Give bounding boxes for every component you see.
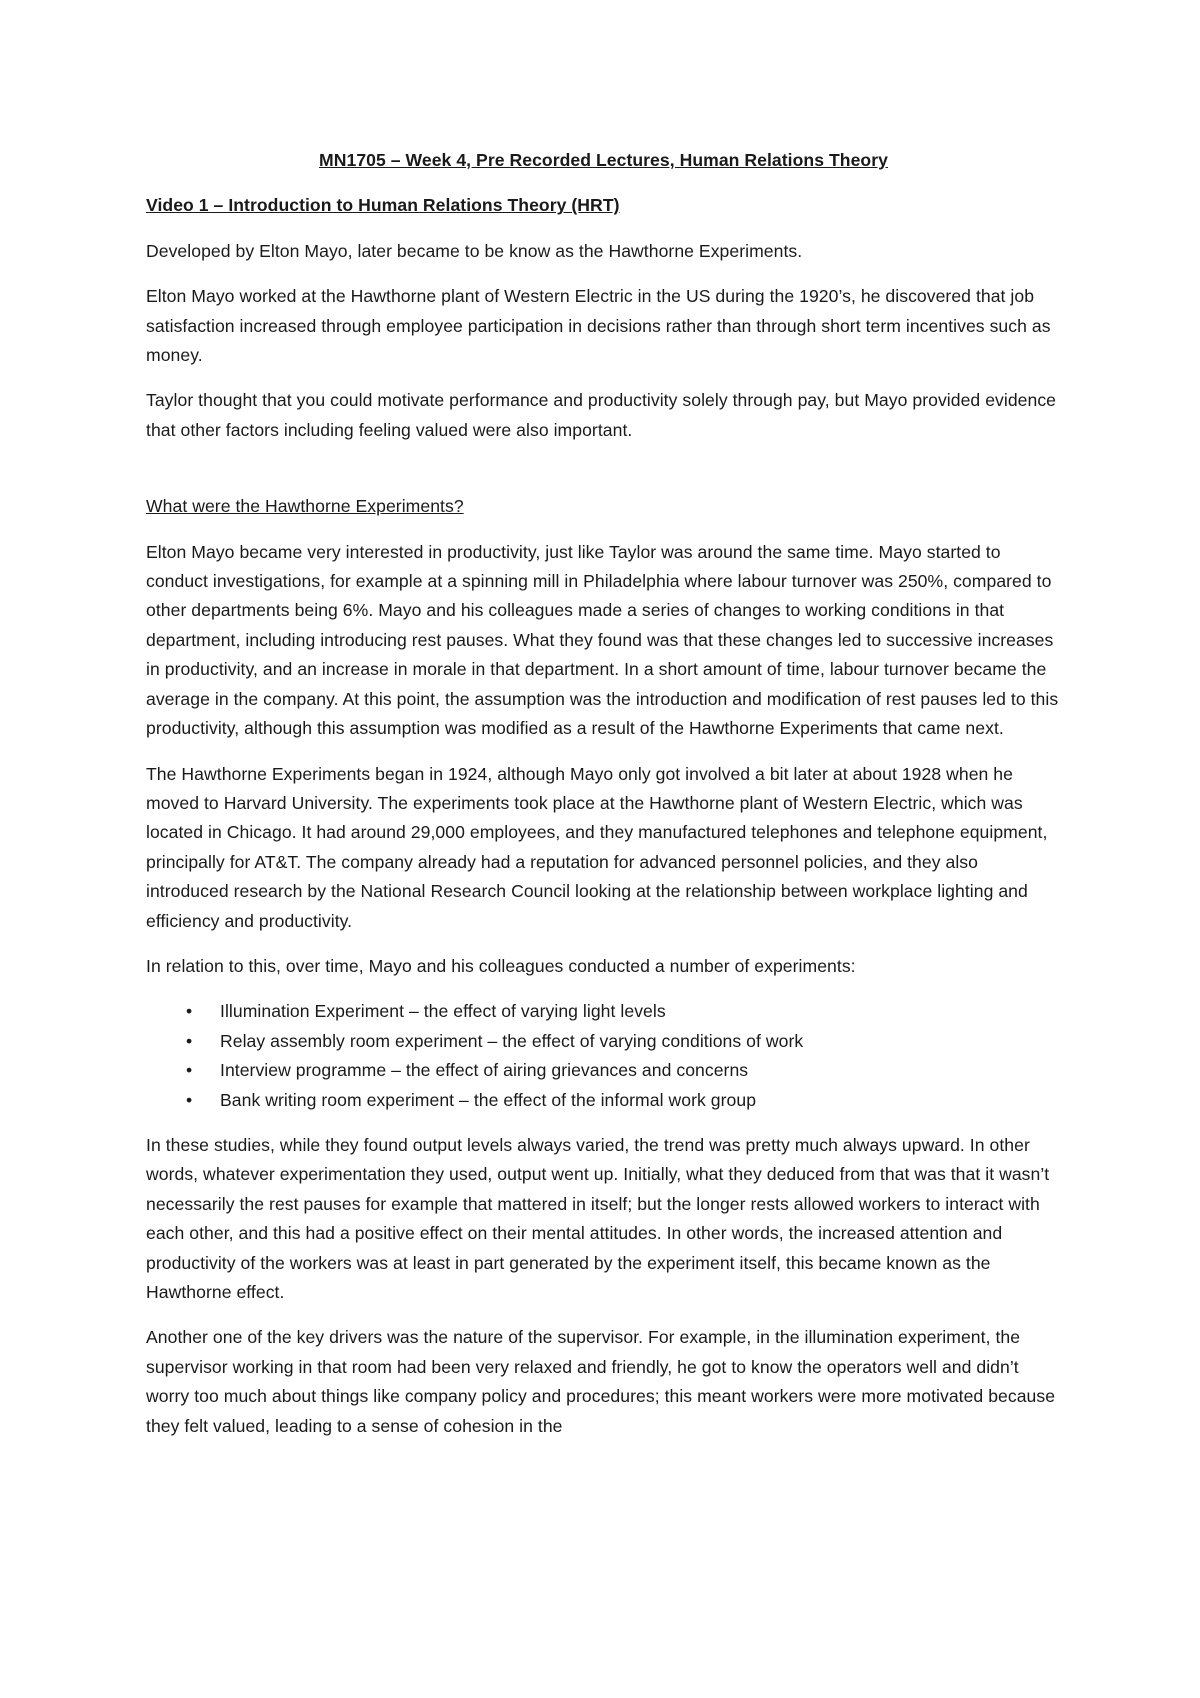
intro-paragraph: Elton Mayo worked at the Hawthorne plant of Western Electric in the US during the 1920’s, he discovered that job satisfaction increased through employee participation in decisions rather than through short term incentives such as money. <box>146 286 1051 366</box>
list-item-text: Interview programme – the effect of airing grievances and concerns <box>220 1060 749 1081</box>
section-heading: What were the Hawthorne Experiments? <box>146 496 464 517</box>
list-item-text: Bank writing room experiment – the effect of the informal work group <box>220 1089 757 1110</box>
list-item-text: Illumination Experiment – the effect of varying light levels <box>220 1001 666 1022</box>
bullet-icon: • <box>186 1001 193 1022</box>
document-body <box>146 146 1061 1457</box>
bullet-icon: • <box>186 1030 193 1051</box>
list-item-text: Relay assembly room experiment – the effect of varying conditions of work <box>220 1030 804 1051</box>
bullet-icon: • <box>186 1060 193 1081</box>
section-paragraph: In relation to this, over time, Mayo and his colleagues conducted a number of experiments: <box>146 955 856 976</box>
document-title: MN1705 – Week 4, Pre Recorded Lectures, Human Relations Theory <box>319 150 888 170</box>
bullet-icon: • <box>186 1089 193 1110</box>
section-paragraph: The Hawthorne Experiments began in 1924, although Mayo only got involved a bit later at about 1928 when he moved to Harvard University. The experiments took place at the Hawthorne plant of Western Electric, which was located in Chicago. It had around 29,000 employees, and they manufactured telephones and telephone equipment, principally for AT&T. The company already had a reputation for advanced personnel policies, and they also introduced research by the National Research Council looking at the relationship between workplace lighting and efficiency and productivity. <box>146 763 1048 931</box>
video-heading: Video 1 – Introduction to Human Relations Theory (HRT) <box>146 195 620 216</box>
list-item <box>146 1056 1061 1085</box>
list-item <box>146 1027 1061 1056</box>
blank-line <box>146 461 1061 492</box>
list-item <box>146 1086 1061 1115</box>
closing-paragraph: Another one of the key drivers was the nature of the supervisor. For example, in the illumination experiment, the supervisor working in that room had been very relaxed and friendly, he got to know the operators well and didn’t worry too much about things like company policy and procedures; this meant workers were more motivated because they felt valued, leading to a sense of cohesion in the <box>146 1327 1056 1436</box>
section-paragraph: Elton Mayo became very interested in productivity, just like Taylor was around the same time. Mayo started to conduct investigations, for example at a spinning mill in Philadelphia where labour turnover was 250%, compared to other departments being 6%. Mayo and his colleagues made a series of changes to working conditions in that department, including introducing rest pauses. What they found was that these changes led to successive increases in productivity, and an increase in morale in that department. In a short amount of time, labour turnover became the average in the company. At this point, the assumption was the introduction and modification of rest pauses led to this productivity, although this assumption was modified as a result of the Hawthorne Experiments that came next. <box>146 541 1059 739</box>
experiments-list <box>146 997 1061 1115</box>
intro-paragraph: Developed by Elton Mayo, later became to be know as the Hawthorne Experiments. <box>146 240 803 261</box>
list-item <box>146 997 1061 1026</box>
intro-paragraph: Taylor thought that you could motivate performance and productivity solely through pay, but Mayo provided evidence that other factors including feeling valued were also important. <box>146 390 1057 440</box>
closing-paragraph: In these studies, while they found output levels always varied, the trend was pretty much always upward. In other words, whatever experimentation they used, output went up. Initially, what they deduced from that was that it wasn’t necessarily the rest pauses for example that mattered in itself; but the longer rests allowed workers to interact with each other, and this had a positive effect on their mental attitudes. In other words, the increased attention and productivity of the workers was at least in part generated by the experiment itself, this became known as the Hawthorne effect. <box>146 1134 1050 1302</box>
